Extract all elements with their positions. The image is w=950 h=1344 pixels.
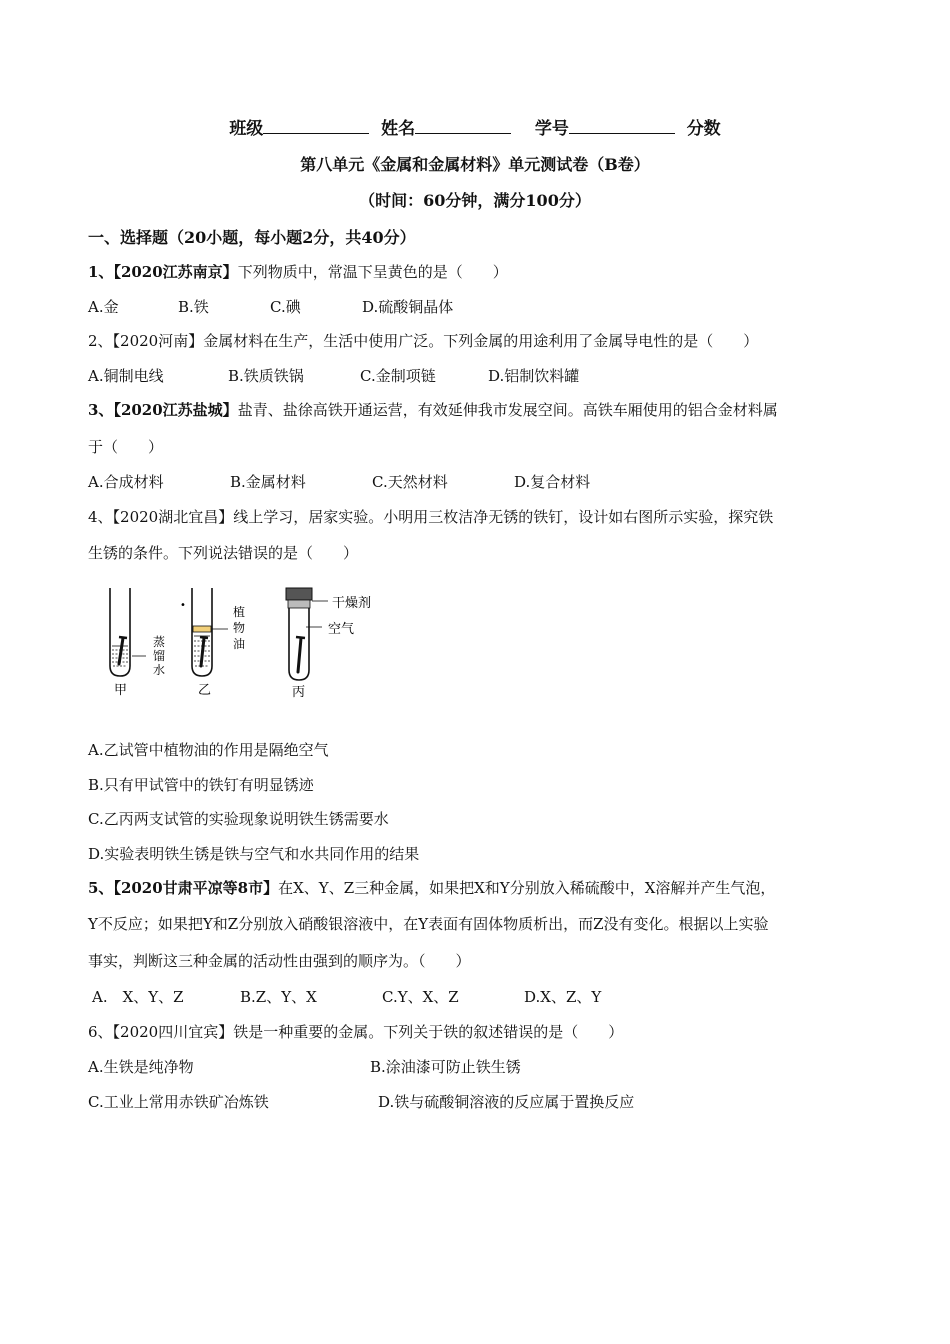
q4-text-continued: 生锈的条件。下列说法错误的是（ ） (88, 544, 359, 562)
q2-option-d[interactable]: D.铝制饮料罐 (488, 367, 580, 385)
q2-number: 2、 (88, 332, 113, 350)
test-tube-yi (180, 588, 245, 698)
q5-option-b[interactable]: B.Z、Y、X (240, 988, 317, 1006)
q4-option-d[interactable]: D.实验表明铁生锈是铁与空气和水共同作用的结果 (88, 845, 420, 863)
score-label: 分数 (686, 119, 721, 139)
q6-source: 【2020四川宜宾】 (112, 1023, 234, 1041)
label-yi: 乙 (198, 683, 212, 698)
q3-option-b[interactable]: B.金属材料 (230, 473, 306, 491)
test-tube-bing (286, 588, 371, 700)
q5-option-d[interactable]: D.X、Z、Y (524, 988, 602, 1006)
svg-text:•: • (180, 600, 186, 611)
q4-option-c[interactable]: C.乙丙两支试管的实验现象说明铁生锈需要水 (88, 810, 389, 828)
q2-source: 【2020河南】 (112, 332, 204, 350)
question-4 (88, 507, 773, 527)
water-label-3: 水 (153, 663, 166, 677)
exam-title: 第八单元《金属和金属材料》单元测试卷（B卷） (300, 155, 650, 174)
class-label: 班级 (229, 119, 264, 139)
q3-number: 3、 (88, 401, 114, 419)
id-blank[interactable] (569, 119, 675, 134)
oil-layer (193, 626, 211, 632)
q3-text: 盐青、盐徐高铁开通运营，有效延伸我市发展空间。高铁车厢使用的铝合金材料属 (237, 401, 778, 419)
section-heading: 一、选择题（20小题，每小题2分，共40分） (88, 228, 416, 247)
oil-label-1: 植 (233, 605, 246, 619)
q5-option-a[interactable]: A. X、Y、Z (92, 988, 184, 1006)
q1-option-a[interactable]: A.金 (88, 298, 119, 316)
student-info-line (0, 118, 950, 140)
q2-option-b[interactable]: B.铁质铁锅 (228, 367, 304, 385)
q1-options (88, 297, 453, 317)
q5-text-continued-2: 事实，判断这三种金属的活动性由强到的顺序为。（ ） (88, 952, 471, 970)
q1-source: 【2020江苏南京】 (113, 263, 238, 281)
q6-option-a[interactable]: A.生铁是纯净物 (88, 1058, 194, 1076)
q3-options (88, 472, 590, 492)
q3-option-a[interactable]: A.合成材料 (88, 473, 164, 491)
test-tube-jia (110, 588, 165, 698)
q1-option-d[interactable]: D.硫酸铜晶体 (362, 298, 454, 316)
q1-option-c[interactable]: C.碘 (270, 298, 301, 316)
label-jia: 甲 (114, 683, 128, 698)
water-label-1: 蒸 (153, 635, 166, 649)
name-blank[interactable] (415, 119, 511, 134)
q4-source: 【2020湖北宜昌】 (112, 508, 234, 526)
q3-source: 【2020江苏盐城】 (113, 401, 238, 419)
q1-text: 下列物质中，常温下呈黄色的是（ ） (237, 263, 508, 281)
q6-option-c[interactable]: C.工业上常用赤铁矿冶炼铁 (88, 1093, 269, 1111)
name-label: 姓名 (381, 119, 416, 139)
q3-option-c[interactable]: C.天然材料 (372, 473, 448, 491)
iron-nail-bing (298, 638, 301, 672)
q5-options (88, 987, 601, 1007)
air-label: 空气 (328, 622, 355, 637)
q5-number: 5、 (88, 879, 114, 897)
label-bing: 丙 (292, 685, 306, 700)
class-blank[interactable] (263, 119, 369, 134)
exam-subtitle: （时间：60分钟，满分100分） (359, 191, 591, 210)
q4-option-a[interactable]: A.乙试管中植物油的作用是隔绝空气 (88, 741, 329, 759)
iron-nail-jia (119, 638, 123, 664)
question-2 (88, 331, 758, 351)
q2-option-c[interactable]: C.金制项链 (360, 367, 436, 385)
q5-text: 在X、Y、Z三种金属，如果把X和Y分别放入稀硫酸中，X溶解并产生气泡， (278, 879, 776, 897)
question-6 (88, 1022, 623, 1042)
oil-label-3: 油 (233, 637, 246, 651)
q5-source: 【2020甘肃平凉等8市】 (113, 879, 279, 897)
desiccant-layer (288, 600, 310, 608)
id-label: 学号 (534, 119, 569, 139)
question-5 (88, 878, 775, 898)
q3-text-continued: 于（ ） (88, 438, 164, 456)
q2-option-a[interactable]: A.铜制电线 (88, 367, 164, 385)
desiccant-label: 干燥剂 (332, 596, 372, 611)
q1-option-b[interactable]: B.铁 (178, 298, 209, 316)
question-1 (88, 262, 508, 282)
stopper (286, 588, 312, 600)
question-3 (88, 400, 778, 420)
q6-options-row-1 (88, 1057, 521, 1077)
q6-options-row-2 (88, 1092, 634, 1112)
q6-option-d[interactable]: D.铁与硫酸铜溶液的反应属于置换反应 (378, 1093, 635, 1111)
iron-nail-yi (201, 638, 204, 666)
oil-label-2: 物 (233, 621, 246, 635)
q2-options (88, 366, 579, 386)
water-label-2: 馏 (153, 649, 166, 663)
q3-option-d[interactable]: D.复合材料 (514, 473, 591, 491)
q6-number: 6、 (88, 1023, 113, 1041)
q6-text: 铁是一种重要的金属。下列关于铁的叙述错误的是（ ） (233, 1023, 624, 1041)
q4-text: 线上学习，居家实验。小明用三枚洁净无锈的铁钉，设计如右图所示实验，探究铁 (233, 508, 774, 526)
q4-number: 4、 (88, 508, 113, 526)
q5-text-continued: Y不反应；如果把Y和Z分别放入硝酸银溶液中，在Y表面有固体物质析出，而Z没有变化。根据以上实验 (88, 915, 769, 933)
q4-option-b[interactable]: B.只有甲试管中的铁钉有明显锈迹 (88, 776, 314, 794)
rust-experiment-figure (96, 580, 396, 702)
q1-number: 1、 (88, 263, 114, 281)
q2-text: 金属材料在生产，生活中使用广泛。下列金属的用途利用了金属导电性的是（ ） (203, 332, 759, 350)
q5-option-c[interactable]: C.Y、X、Z (382, 988, 459, 1006)
q6-option-b[interactable]: B.涂油漆可防止铁生锈 (370, 1058, 521, 1076)
